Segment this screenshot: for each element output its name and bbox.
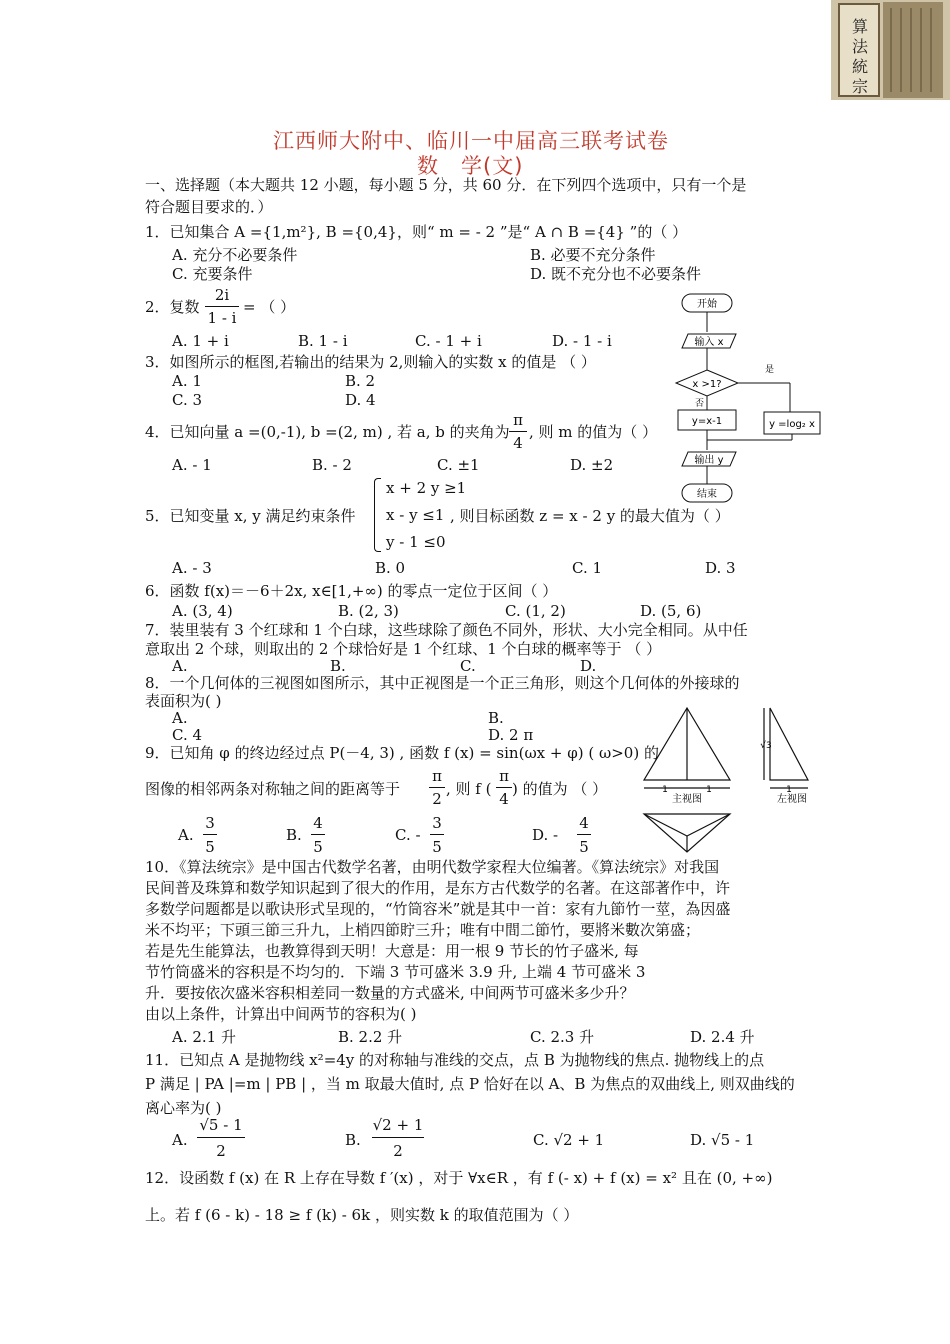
q2-fraction-bar	[205, 306, 239, 307]
q10-option-b: B. 2.2 升	[338, 1028, 403, 1046]
q4-fraction-num: π	[513, 411, 523, 429]
front-view-dim-right: 1	[706, 785, 712, 795]
q5-constraint-2: x - y ≤1	[386, 506, 445, 524]
flowchart-end-label: 结束	[697, 489, 717, 500]
q9-option-a-den: 5	[205, 838, 215, 856]
q4-fraction-bar	[509, 431, 527, 432]
flowchart-diagram	[650, 290, 830, 520]
q9-option-d-den: 5	[579, 838, 589, 856]
q1-option-c: C. 充要条件	[172, 265, 253, 283]
q8-option-c: C. 4	[172, 726, 203, 744]
q7-option-c: C.	[460, 657, 476, 675]
q10-line6: 节竹筒盛米的容积是不均匀的．下端 3 节可盛米 3.9 升, 上端 4 节可盛米 3	[145, 963, 646, 981]
page-subtitle: 数 学(文)	[417, 154, 524, 178]
q8-option-b: B.	[488, 709, 504, 727]
q4-option-a: A. - 1	[172, 456, 212, 474]
q5-option-a: A. - 3	[172, 559, 212, 577]
q11-line2: P 满足 | PA |=m | PB | ，当 m 取最大值时, 点 P 恰好在以 A、B 为焦点的双曲线上, 则双曲线的	[145, 1075, 795, 1093]
q6-stem: 6．函数 f(x)＝－6＋2x, x∈[1,+∞) 的零点一定位于区间（ ）	[145, 582, 558, 600]
q12-line1: 12．设函数 f (x) 在 R 上存在导数 f ′(x) ，对于 ∀x∈R ，有 f (- x) + f (x) = x² 且在 (0, +∞)	[145, 1169, 773, 1187]
q7-option-a: A.	[172, 657, 188, 675]
q10-option-d: D. 2.4 升	[690, 1028, 755, 1046]
three-view-diagram	[640, 700, 820, 860]
q4-fraction-den: 4	[513, 434, 523, 452]
q1-stem: 1．已知集合 A ={1,m²}, B ={0,4}，则“ m = - 2 ”是“ A ∩ B ={4} ”的（ ）	[145, 223, 688, 241]
q10-option-a: A. 2.1 升	[172, 1028, 236, 1046]
q7-line1: 7．装里装有 3 个红球和 1 个白球，这些球除了颜色不同外，形状、大小完全相同。从中任	[145, 621, 748, 639]
q2-option-a: A. 1 + i	[172, 332, 229, 350]
front-view-dim-left: 1	[662, 785, 668, 795]
q11-option-b-bar	[372, 1137, 424, 1138]
q9-option-b-bar	[311, 834, 325, 835]
q2-fraction-num: 2i	[214, 286, 230, 304]
q5-constraint-1: x + 2 y ≥1	[386, 479, 467, 497]
q9-line2-prefix: 图像的相邻两条对称轴之间的距离等于	[145, 780, 401, 798]
flowchart-cond-label: x >1?	[692, 379, 722, 390]
q7-option-d: D.	[580, 657, 597, 675]
q9-frac1-num: π	[432, 767, 442, 785]
q8-line1: 8．一个几何体的三视图如图所示，其中正视图是一个正三角形，则这个几何体的外接球的	[145, 674, 740, 692]
q8-line2: 表面积为( )	[145, 692, 222, 710]
q9-option-b-label: B.	[286, 826, 302, 844]
q4-suffix: , 则 m 的值为（ ）	[529, 423, 658, 441]
q6-option-a: A. (3, 4)	[172, 602, 233, 620]
q9-option-a-num: 3	[205, 814, 215, 832]
q12-line2: 上。若 f (6 - k) - 18 ≥ f (k) - 6k ，则实数 k 的取值范围为（ ）	[145, 1206, 579, 1224]
q9-option-d-bar	[577, 834, 591, 835]
q6-option-d: D. (5, 6)	[640, 602, 702, 620]
q9-frac1-bar	[429, 787, 445, 788]
section-instructions-line1: 一、选择题（本大题共 12 小题，每小题 5 分，共 60 分．在下列四个选项中，只有一个是	[145, 176, 747, 194]
q9-line2-mid: , 则 f (	[446, 780, 492, 798]
q6-option-b: B. (2, 3)	[338, 602, 399, 620]
q5-option-c: C. 1	[572, 559, 603, 577]
q9-frac2-bar	[496, 787, 512, 788]
q1-option-a: A. 充分不必要条件	[172, 246, 298, 264]
flowchart-input-label: 输入 x	[694, 337, 724, 348]
q11-option-a-den: 2	[216, 1142, 226, 1160]
q10-line3: 多数学问题都是以歌诀形式呈现的，“竹筒容米”就是其中一首：家有九節竹一莖，為因盛	[145, 900, 731, 918]
q8-option-d: D. 2 π	[488, 726, 534, 744]
side-view-height: √3	[760, 741, 772, 751]
q11-option-b-den: 2	[393, 1142, 403, 1160]
flowchart-right-label: y =log₂ x	[769, 419, 815, 430]
q1-option-b: B. 必要不充分条件	[530, 246, 656, 264]
q11-option-d: D. √5 - 1	[690, 1131, 755, 1149]
book-cover-image	[831, 0, 950, 100]
q2-fraction-den: 1 - i	[207, 309, 237, 327]
q11-option-a-bar	[197, 1137, 245, 1138]
q6-option-c: C. (1, 2)	[505, 602, 566, 620]
q2-prefix: 2．复数	[145, 298, 200, 316]
q3-stem: 3．如图所示的框图,若输出的结果为 2,则输入的实数 x 的值是 （ ）	[145, 353, 596, 371]
q3-option-a: A. 1	[172, 372, 202, 390]
q5-option-d: D. 3	[705, 559, 736, 577]
q5-suffix: , 则目标函数 z = x - 2 y 的最大值为（ ）	[450, 507, 730, 525]
side-view-label: 左视图	[777, 794, 807, 805]
q5-prefix: 5．已知变量 x, y 满足约束条件	[145, 507, 356, 525]
q9-option-b-num: 4	[313, 814, 323, 832]
q2-option-c: C. - 1 + i	[415, 332, 482, 350]
q9-line2-suffix: ) 的值为 （ ）	[512, 780, 608, 798]
q11-option-a-num: √5 - 1	[199, 1116, 243, 1134]
q5-option-b: B. 0	[375, 559, 406, 577]
side-view-dim: 1	[786, 785, 792, 795]
q11-option-c: C. √2 + 1	[533, 1131, 605, 1149]
q11-line3: 离心率为( )	[145, 1099, 222, 1117]
flowchart-output-label: 输出 y	[694, 455, 724, 466]
q9-option-d-label: D. -	[532, 826, 559, 844]
q10-line5: 若是先生能算法，也教算得到天明！大意是：用一根 9 节长的竹子盛米, 每	[145, 942, 639, 960]
q10-line7: 升．要按依次盛米容积相差同一数量的方式盛米, 中间两节可盛米多少升？	[145, 984, 635, 1002]
q3-option-b: B. 2	[345, 372, 376, 390]
q4-prefix: 4．已知向量 a =(0,-1), b =(2, m) , 若 a, b 的夹角为	[145, 423, 510, 441]
flowchart-no-label: 否	[695, 399, 705, 409]
q4-option-c: C. ±1	[437, 456, 480, 474]
q9-option-c-label: C. -	[395, 826, 421, 844]
q11-option-b-label: B.	[345, 1131, 361, 1149]
q3-option-c: C. 3	[172, 391, 203, 409]
side-view-triangle	[770, 708, 808, 780]
front-view-label: 主视图	[672, 794, 702, 805]
q9-option-b-den: 5	[313, 838, 323, 856]
q4-option-d: D. ±2	[570, 456, 614, 474]
flowchart-left-label: y=x-1	[691, 416, 723, 427]
flowchart-start-label: 开始	[697, 299, 717, 310]
q11-option-a-label: A.	[172, 1131, 188, 1149]
q2-option-b: B. 1 - i	[298, 332, 348, 350]
q10-line2: 民间普及珠算和数学知识起到了很大的作用，是东方古代数学的名著。在这部著作中，许	[145, 879, 731, 897]
q9-option-c-bar	[430, 834, 444, 835]
q10-line1: 10．《算法统宗》是中国古代数学名著，由明代数学家程大位编著。《算法统宗》对我国	[145, 858, 720, 876]
q5-constraint-3: y - 1 ≤0	[386, 533, 446, 551]
q11-line1: 11．已知点 A 是抛物线 x²=4y 的对称轴与准线的交点，点 B 为抛物线的焦点. 抛物线上的点	[145, 1051, 765, 1069]
q11-option-b-num: √2 + 1	[372, 1116, 424, 1134]
q10-line8: 由以上条件，计算出中间两节的容积为( )	[145, 1005, 417, 1023]
q9-option-a-label: A.	[178, 826, 194, 844]
q9-option-d-num: 4	[579, 814, 589, 832]
page-title: 江西师大附中、临川一中届高三联考试卷	[273, 129, 669, 153]
q2-suffix: = （ ）	[243, 298, 296, 316]
q9-option-a-bar	[203, 834, 217, 835]
q1-option-d: D. 既不充分也不必要条件	[530, 265, 702, 283]
q2-option-d: D. - 1 - i	[552, 332, 612, 350]
q9-frac2-den: 4	[499, 790, 509, 808]
flowchart-yes-label: 是	[765, 365, 775, 375]
q9-option-c-num: 3	[432, 814, 442, 832]
q9-option-c-den: 5	[432, 838, 442, 856]
q9-line1: 9．已知角 φ 的终边经过点 P(－4, 3) , 函数 f (x) = sin(ωx + φ) ( ω>0) 的	[145, 744, 659, 762]
section-instructions-line2: 符合题目要求的．）	[145, 198, 273, 216]
q3-option-d: D. 4	[345, 391, 376, 409]
q9-frac1-den: 2	[432, 790, 442, 808]
q10-option-c: C. 2.3 升	[530, 1028, 595, 1046]
q4-option-b: B. - 2	[312, 456, 352, 474]
q5-brace	[374, 478, 381, 552]
book-title-text: 算法統宗	[849, 18, 869, 98]
q10-line4: 米不均平；下頭三節三升九，上梢四節貯三升；唯有中間二節竹，要將米數次第盛；	[145, 921, 701, 939]
q8-option-a: A.	[172, 709, 188, 727]
q7-line2: 意取出 2 个球，则取出的 2 个球恰好是 1 个红球、1 个白球的概率等于 （ ）	[145, 640, 662, 658]
q9-frac2-num: π	[499, 767, 509, 785]
q7-option-b: B.	[330, 657, 346, 675]
